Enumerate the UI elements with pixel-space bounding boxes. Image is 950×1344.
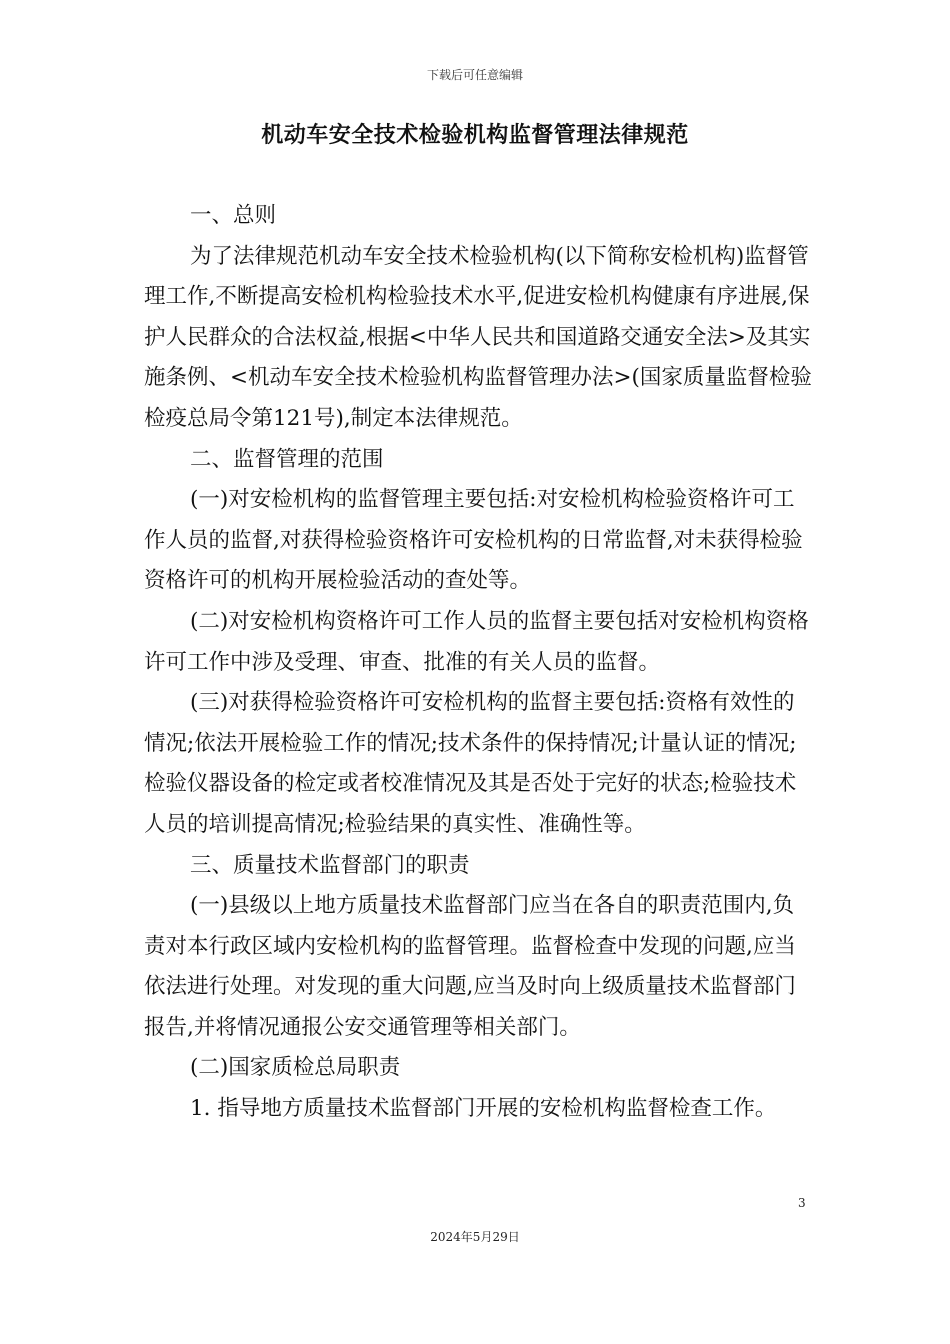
paragraph-duties-1: (一)县级以上地方质量技术监督部门应当在各自的职责范围内,负责对本行政区域内安检机构的监督管理。监督检查中发现的问题,应当依法进行处理。对发现的重大问题,应当及时向上级质量技术监督部门报告,并将情况通报公安交通管理等相关部门。 (144, 893, 796, 1040)
paragraph-duties-2-item-1: 1. 指导地方质量技术监督部门开展的安检机构监督检查工作。 (190, 1096, 777, 1122)
section-heading-duties: 三、质量技术监督部门的职责 (190, 852, 470, 878)
document-title: 机动车安全技术检验机构监督管理法律规范 (261, 123, 689, 148)
page-number: 3 (798, 1196, 806, 1210)
document-body (144, 196, 814, 1130)
paragraph-scope-2: (二)对安检机构资格许可工作人员的监督主要包括对安检机构资格许可工作中涉及受理、审查、批准的有关人员的监督。 (144, 608, 809, 675)
paragraph-purpose: 为了法律规范机动车安全技术检验机构(以下简称安检机构)监督管理工作,不断提高安检机构检验技术水平,促进安检机构健康有序进展,保护人民群众的合法权益,根据<中华人民共和国道路交通安全法>及其实施条例、<机动车安全技术检验机构监督管理办法>(国家质量监督检验检疫总局令第121号),制定本法律规范。 (144, 243, 812, 431)
section-heading-scope: 二、监督管理的范围 (190, 446, 384, 472)
paragraph-duties-2: (二)国家质检总局职责 (190, 1055, 401, 1081)
header-note: 下载后可任意编辑 (426, 68, 523, 82)
paragraph-scope-1: (一)对安检机构的监督管理主要包括:对安检机构检验资格许可工作人员的监督,对获得检验资格许可安检机构的日常监督,对未获得检验资格许可的机构开展检验活动的查处等。 (144, 487, 803, 594)
footer-date: 2024年5月29日 (430, 1230, 520, 1244)
section-heading-general: 一、总则 (190, 203, 277, 228)
paragraph-scope-3: (三)对获得检验资格许可安检机构的监督主要包括:资格有效性的情况;依法开展检验工作的情况;技术条件的保持情况;计量认证的情况;检验仪器设备的检定或者校准情况及其是否处于完好的状态;检验技术人员的培训提高情况;检验结果的真实性、准确性等。 (144, 690, 797, 837)
